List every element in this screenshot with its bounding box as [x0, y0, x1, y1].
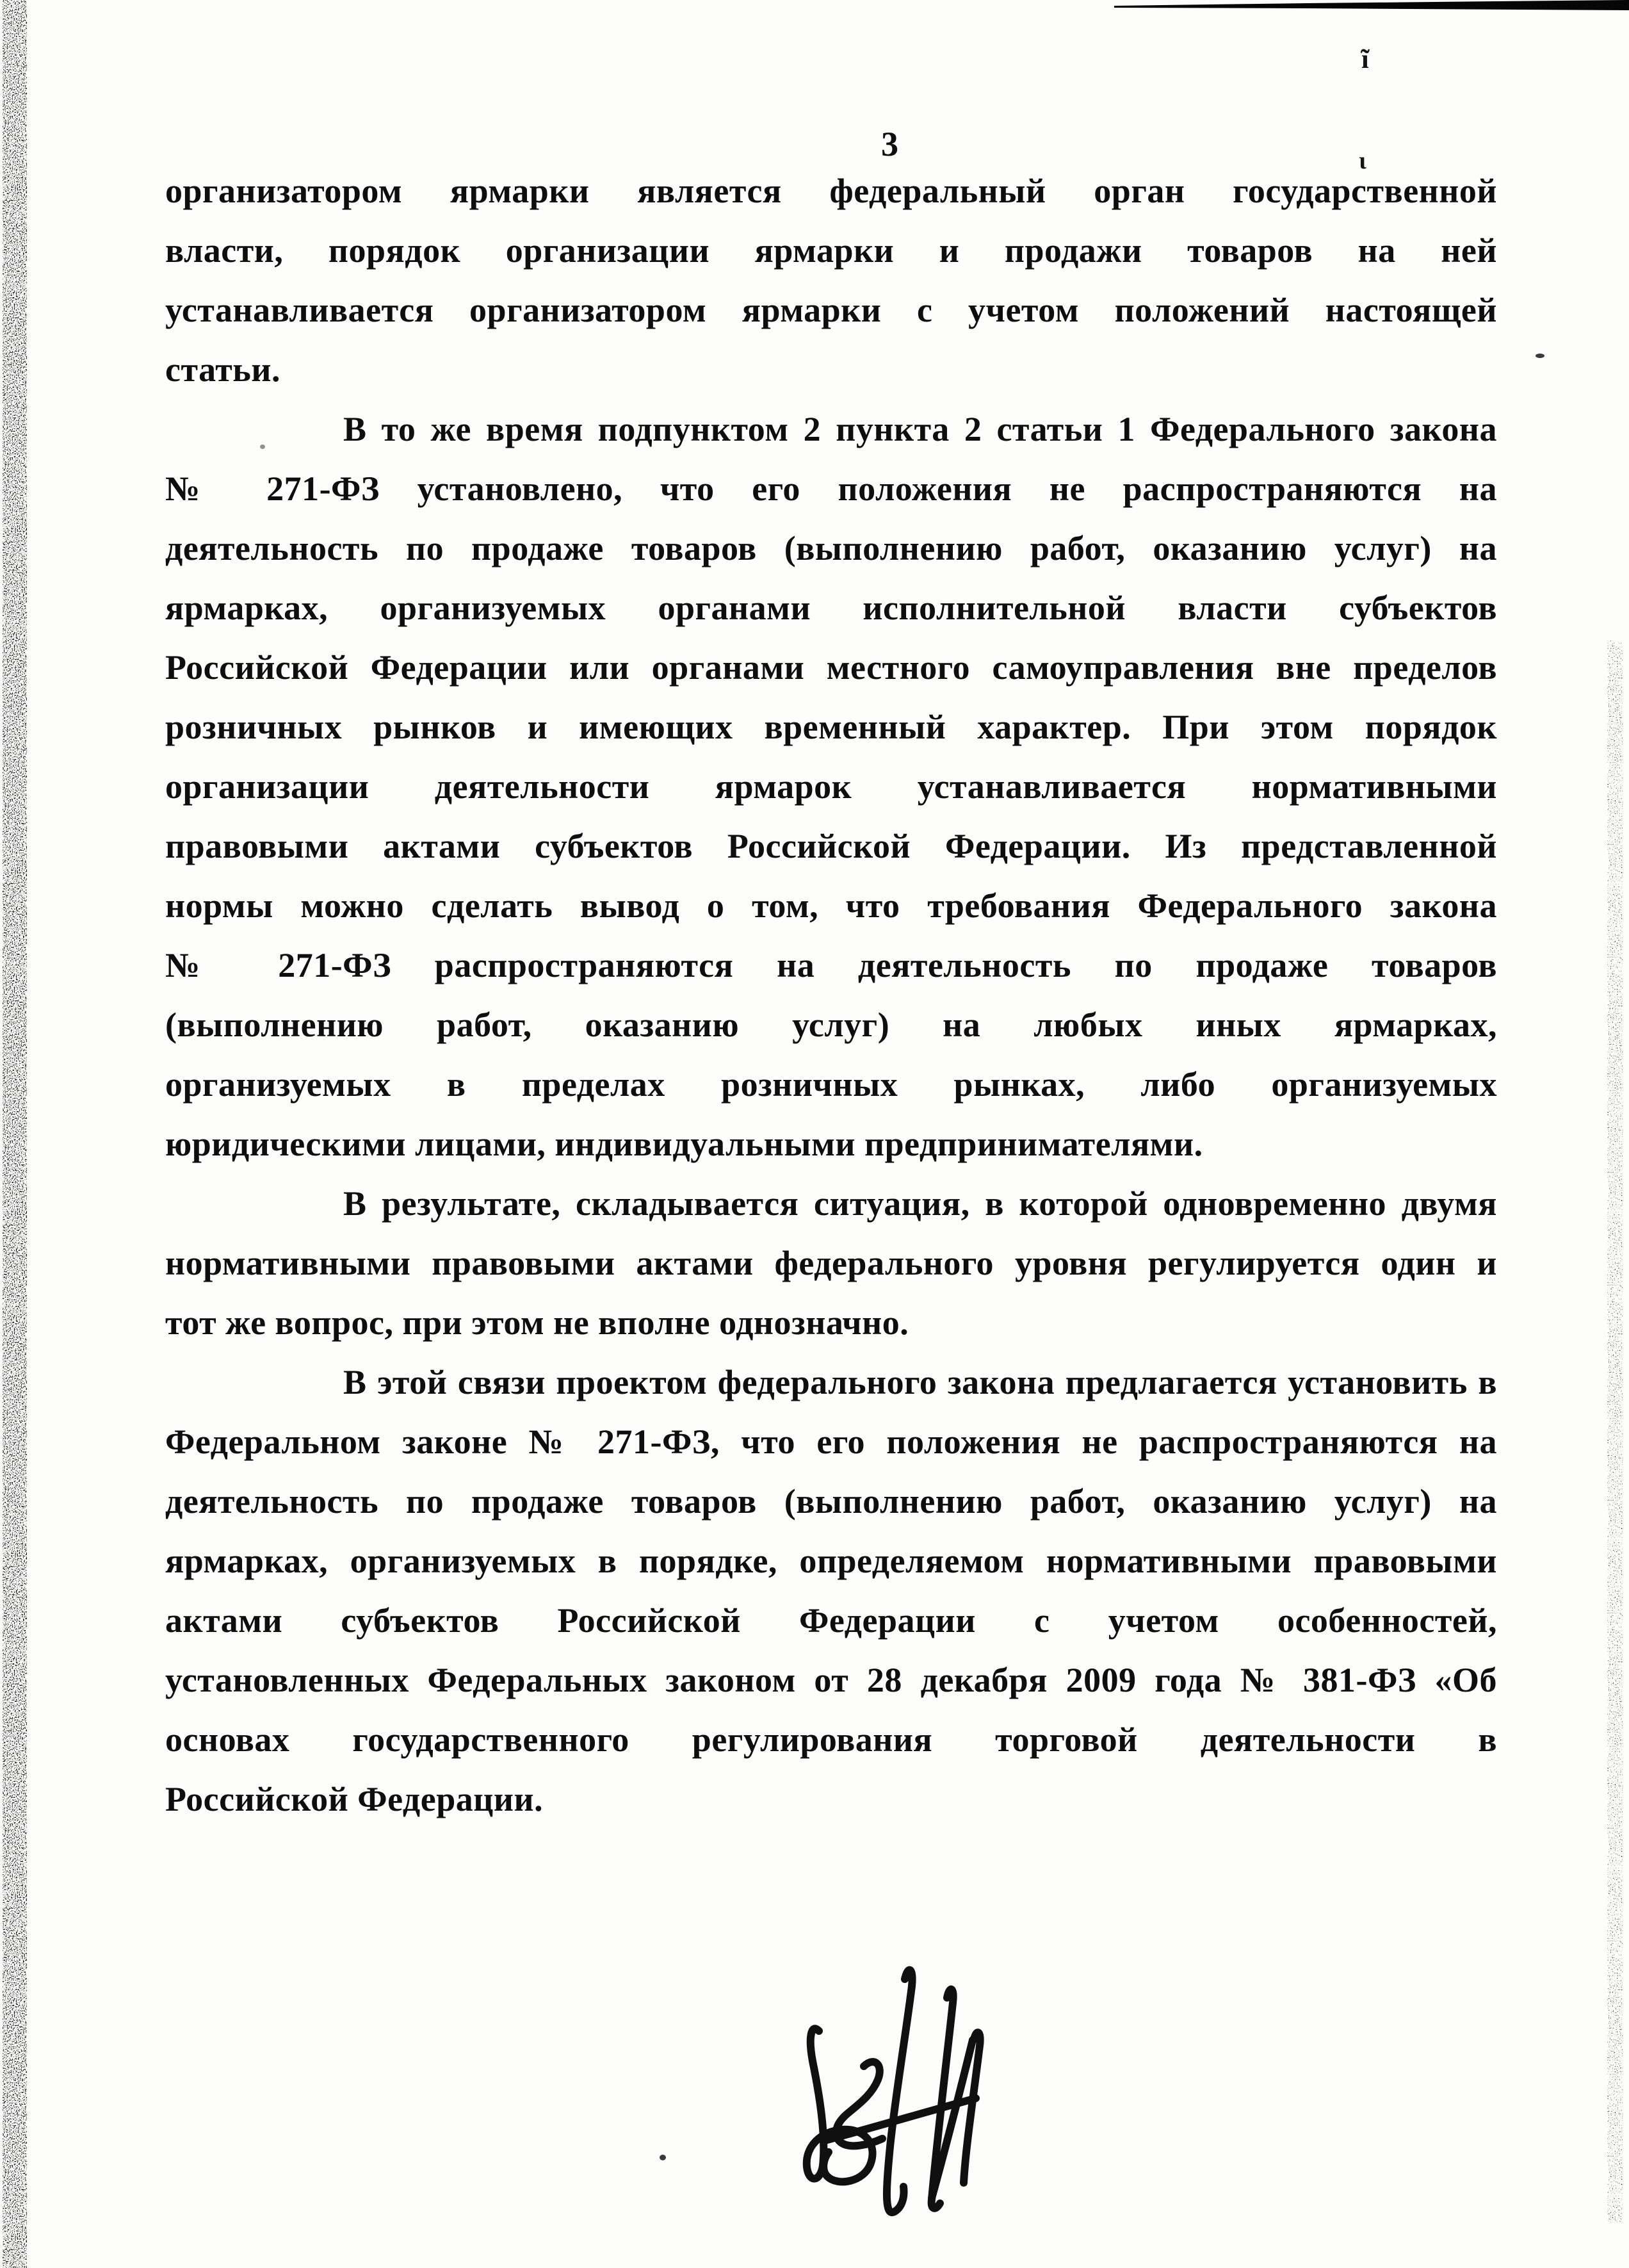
text-line: ярмарках, организуемых органами исполнительной власти субъектов [165, 589, 1497, 627]
document-text [165, 161, 1497, 1829]
text-line: власти, порядок организации ярмарки и продажи товаров на ней [165, 231, 1497, 270]
text-line: организуемых в пределах розничных рынках, либо организуемых [165, 1065, 1497, 1104]
text-line: тот же вопрос, при этом не вполне однозначно. [165, 1303, 909, 1342]
text-line: нормы можно сделать вывод о том, что требования Федерального закона [165, 886, 1497, 925]
page-number: 3 [881, 125, 898, 163]
text-line: В результате, складывается ситуация, в которой одновременно двумя [343, 1184, 1497, 1223]
text-line: правовыми актами субъектов Российской Федерации. Из представленной [165, 827, 1497, 865]
text-line: статьи. [165, 350, 280, 389]
text-line: деятельность по продаже товаров (выполнению работ, оказанию услуг) на [165, 529, 1497, 567]
text-line: розничных рынков и имеющих временный характер. При этом порядок [165, 708, 1497, 746]
signature-scrawl [736, 1921, 1249, 2268]
text-line: юридическими лицами, индивидуальными предпринимателями. [165, 1125, 1203, 1163]
ink-mark-icon: ι [1359, 147, 1366, 174]
text-line: № 271-ФЗ установлено, что его положения не распространяются на [165, 469, 1497, 508]
text-line: актами субъектов Российской Федерации с учетом особенностей, [165, 1601, 1497, 1640]
text-line: Федеральном законе № 271-ФЗ, что его положения не распространяются на [165, 1423, 1497, 1461]
text-line: (выполнению работ, оказанию услуг) на любых иных ярмарках, [165, 1006, 1497, 1044]
text-line: основах государственного регулирования торговой деятельности в [165, 1720, 1497, 1759]
scan-noise-right-icon [1603, 640, 1629, 2223]
ink-speck [660, 2155, 666, 2160]
text-line: установленных Федеральных законом от 28 декабря 2009 года № 381-ФЗ «Об [165, 1661, 1497, 1699]
ink-mark-icon: ĩ [1361, 45, 1369, 74]
text-line: Российской Федерации или органами местного самоуправления вне пределов [165, 648, 1497, 687]
text-line: организатором ярмарки является федеральный орган государственной [165, 172, 1497, 210]
text-line: деятельность по продаже товаров (выполнению работ, оказанию услуг) на [165, 1482, 1497, 1521]
text-line: № 271-ФЗ распространяются на деятельность по продаже товаров [165, 946, 1497, 984]
text-line: организации деятельности ярмарок устанавливается нормативными [165, 767, 1497, 806]
scan-noise-left-icon [0, 0, 29, 2268]
text-line: устанавливается организатором ярмарки с учетом положений настоящей [165, 291, 1497, 329]
text-line: В этой связи проектом федерального закона предлагается установить в [343, 1363, 1497, 1401]
text-line: Российской Федерации. [165, 1780, 544, 1818]
ink-speck [1536, 354, 1544, 358]
scan-artifact-top-line [1114, 0, 1629, 12]
text-line: ярмарках, организуемых в порядке, определяемом нормативными правовыми [165, 1542, 1497, 1580]
text-line: В то же время подпунктом 2 пункта 2 статьи 1 Федерального закона [343, 410, 1497, 448]
text-line: нормативными правовыми актами федерального уровня регулируется один и [165, 1244, 1497, 1282]
